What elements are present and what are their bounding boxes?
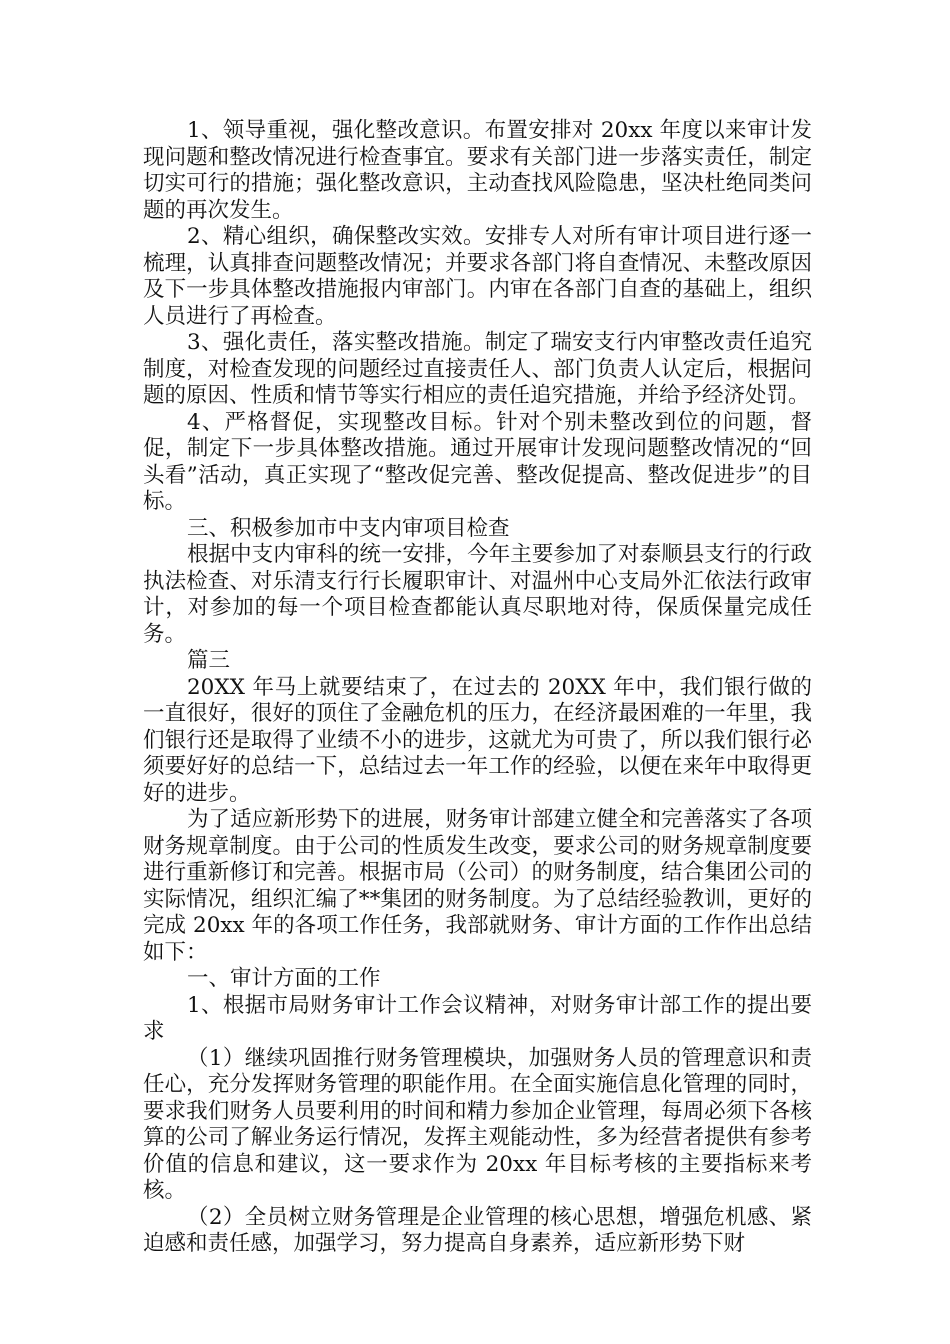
section-heading-1: 一、审计方面的工作 [187,966,381,991]
document-page [143,118,812,1258]
section-heading-3: 三、积极参加市中支内审项目检查 [187,515,510,541]
paragraph-7: 为了适应新形势下的进展，财务审计部建立健全和完善落实了各项财务规章制度。由于公司的性质发生改变，要求公司的财务规章制度要进行重新修订和完善。根据市局（公司）的财务制度，结合集团公司的实际情况，组织汇编了**集团的财务制度。为了总结经验教训，更好的完成 20xx 年的各项工作任务，我部就财务、审计方面的工作作出总结如下： [143,807,812,965]
paragraph-4: 4、严格督促，实现整改目标。针对个别未整改到位的问题，督促，制定下一步具体整改措施。通过开展审计发现问题整改情况的“回头看”活动，真正实现了“整改促完善、整改促提高、整改促进步”的目标。 [143,409,812,514]
paragraph-6: 20XX 年马上就要结束了，在过去的 20XX 年中，我们银行做的一直很好，很好的顶住了金融危机的压力，在经济最困难的一年里，我们银行还是取得了业绩不小的进步，这就尤为可贵了，所以我们银行必须要好好的总结一下，总结过去一年工作的经验，以便在来年中取得更好的进步。 [143,674,812,806]
part-three-title: 篇三 [187,648,231,673]
paragraph-8: 1、根据市局财务审计工作会议精神，对财务审计部工作的提出要求 [143,992,812,1044]
paragraph-9: （1）继续巩固推行财务管理模块，加强财务人员的管理意识和责任心，充分发挥财务管理的职能作用。在全面实施信息化管理的同时，要求我们财务人员要利用的时间和精力参加企业管理，每周必须下各核算的公司了解业务运行情况，发挥主观能动性，多为经营者提供有参考价值的信息和建议，这一要求作为 20xx 年目标考核的主要指标来考核。 [143,1045,812,1203]
paragraph-1: 1、领导重视，强化整改意识。布置安排对 20xx 年度以来审计发现问题和整改情况进行检查事宜。要求有关部门进一步落实责任，制定切实可行的措施；强化整改意识，主动查找风险隐患，坚决杜绝同类问题的再次发生。 [143,118,812,223]
paragraph-2: 2、精心组织，确保整改实效。安排专人对所有审计项目进行逐一梳理，认真排查问题整改情况；并要求各部门将自查情况、未整改原因及下一步具体整改措施报内审部门。内审在各部门自查的基础上，组织人员进行了再检查。 [143,224,812,329]
paragraph-10: （2）全员树立财务管理是企业管理的核心思想，增强危机感、紧迫感和责任感，加强学习，努力提高自身素养，适应新形势下财 [143,1204,812,1256]
paragraph-3: 3、强化责任，落实整改措施。制定了瑞安支行内审整改责任追究制度，对检查发现的问题经过直接责任人、部门负责人认定后，根据问题的原因、性质和情节等实行相应的责任追究措施，并给予经济处罚。 [143,330,812,408]
paragraph-5: 根据中支内审科的统一安排，今年主要参加了对泰顺县支行的行政执法检查、对乐清支行行长履职审计、对温州中心支局外汇依法行政审计，对参加的每一个项目检查都能认真尽职地对待，保质保量完成任务。 [143,542,812,647]
